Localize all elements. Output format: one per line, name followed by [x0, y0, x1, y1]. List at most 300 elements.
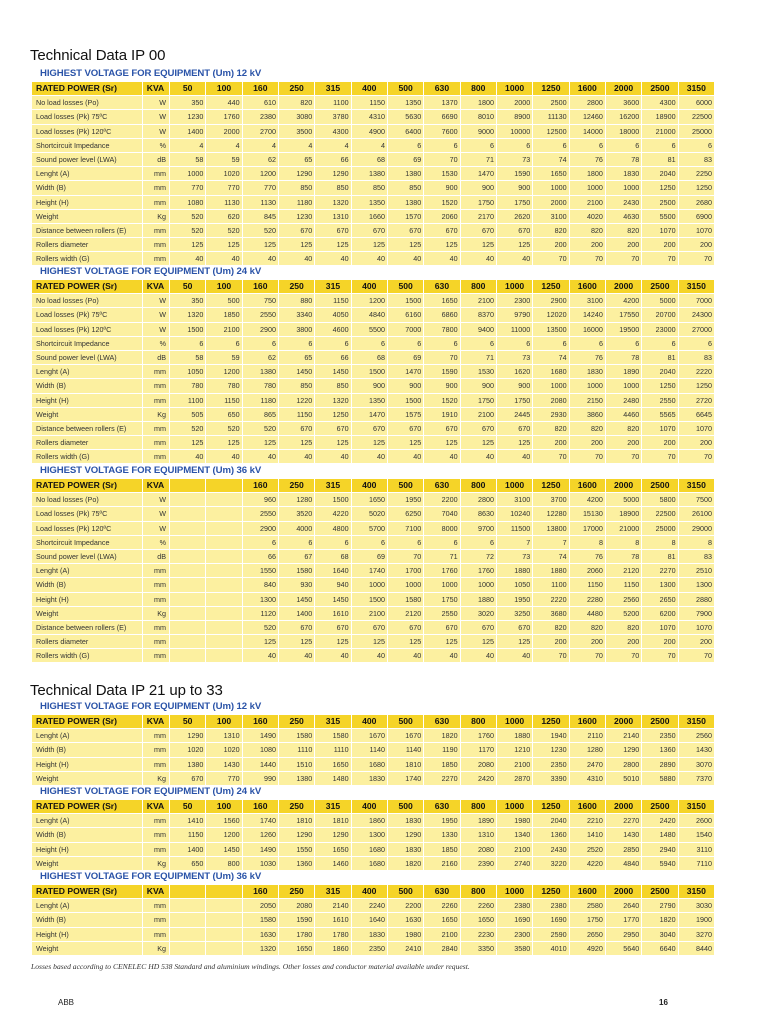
value-cell: 8: [570, 536, 605, 549]
value-cell: 670: [424, 224, 459, 237]
value-cell: 1500: [388, 294, 423, 307]
value-cell: 1370: [424, 96, 459, 109]
value-cell: 4200: [606, 294, 641, 307]
value-cell: 2100: [206, 323, 241, 336]
value-cell: 1360: [642, 743, 677, 756]
value-cell: 630: [424, 280, 459, 293]
value-cell: 2220: [533, 593, 568, 606]
value-cell: 58: [170, 351, 205, 364]
value-cell: 800: [206, 857, 241, 870]
row-unit: mm: [143, 224, 169, 237]
value-cell: 1750: [497, 394, 532, 407]
value-cell: [170, 607, 205, 620]
table-row: [32, 167, 714, 180]
value-cell: 125: [461, 238, 496, 251]
row-label: Lenght (A): [32, 899, 142, 912]
value-cell: 1820: [424, 729, 459, 742]
value-cell: 6160: [388, 308, 423, 321]
value-cell: 1030: [243, 857, 278, 870]
value-cell: 7: [497, 536, 532, 549]
row-unit: mm: [143, 758, 169, 771]
value-cell: 40: [315, 649, 350, 662]
value-cell: 125: [461, 436, 496, 449]
value-cell: 2140: [606, 729, 641, 742]
value-cell: 1760: [461, 564, 496, 577]
row-label: RATED POWER (Sr): [32, 800, 142, 813]
technical-data-table: [31, 81, 715, 266]
row-label: Load losses (Pk) 120ºC: [32, 323, 142, 336]
value-cell: 160: [243, 479, 278, 492]
row-unit: mm: [143, 450, 169, 463]
value-cell: 125: [352, 436, 387, 449]
value-cell: 125: [424, 436, 459, 449]
value-cell: 1130: [206, 196, 241, 209]
value-cell: 2410: [388, 942, 423, 955]
value-cell: 2350: [533, 758, 568, 771]
value-cell: 1660: [352, 210, 387, 223]
value-cell: 2100: [461, 294, 496, 307]
row-label: RATED POWER (Sr): [32, 82, 142, 95]
row-unit: dB: [143, 550, 169, 563]
row-label: No load losses (Po): [32, 493, 142, 506]
value-cell: 1000: [570, 379, 605, 392]
value-cell: 880: [279, 294, 314, 307]
voltage-heading: HIGHEST VOLTAGE FOR EQUIPMENT (Um) 12 kV: [40, 701, 262, 712]
value-cell: 2930: [533, 408, 568, 421]
value-cell: 70: [679, 649, 714, 662]
value-cell: 1000: [497, 885, 532, 898]
value-cell: 2350: [352, 942, 387, 955]
value-cell: 6900: [679, 210, 714, 223]
row-unit: mm: [143, 394, 169, 407]
row-unit: KVA: [143, 82, 169, 95]
value-cell: 9400: [461, 323, 496, 336]
value-cell: 1550: [279, 843, 314, 856]
value-cell: 1760: [461, 729, 496, 742]
value-cell: [206, 564, 241, 577]
value-cell: 71: [461, 153, 496, 166]
table-row: [32, 607, 714, 620]
value-cell: 2000: [606, 715, 641, 728]
value-cell: 1470: [388, 365, 423, 378]
value-cell: 2880: [679, 593, 714, 606]
value-cell: 21000: [642, 125, 677, 138]
value-cell: 2380: [533, 899, 568, 912]
value-cell: 1350: [388, 96, 423, 109]
value-cell: 66: [315, 153, 350, 166]
value-cell: 1380: [388, 196, 423, 209]
value-cell: 1950: [497, 593, 532, 606]
value-cell: 1250: [533, 280, 568, 293]
value-cell: 200: [642, 436, 677, 449]
value-cell: 8370: [461, 308, 496, 321]
value-cell: 3150: [679, 280, 714, 293]
value-cell: 40: [315, 252, 350, 265]
value-cell: 78: [606, 153, 641, 166]
value-cell: 1630: [388, 913, 423, 926]
row-unit: mm: [143, 635, 169, 648]
value-cell: 3150: [679, 82, 714, 95]
value-cell: 70: [642, 252, 677, 265]
value-cell: 3150: [679, 885, 714, 898]
value-cell: 125: [279, 436, 314, 449]
value-cell: [206, 942, 241, 955]
row-label: RATED POWER (Sr): [32, 280, 142, 293]
value-cell: 1380: [170, 758, 205, 771]
technical-data-table: [31, 799, 715, 871]
value-cell: 19500: [606, 323, 641, 336]
value-cell: 50: [170, 280, 205, 293]
row-unit: mm: [143, 621, 169, 634]
value-cell: 840: [243, 578, 278, 591]
value-cell: 3390: [533, 772, 568, 785]
value-cell: 1830: [606, 167, 641, 180]
value-cell: 4300: [642, 96, 677, 109]
value-cell: 1540: [679, 828, 714, 841]
row-label: Load losses (Pk) 75ºC: [32, 507, 142, 520]
row-unit: W: [143, 323, 169, 336]
row-label: Width (B): [32, 578, 142, 591]
table-row: [32, 928, 714, 941]
value-cell: 1580: [279, 729, 314, 742]
table-row: [32, 814, 714, 827]
value-cell: 200: [533, 238, 568, 251]
value-cell: 1180: [243, 394, 278, 407]
value-cell: 2260: [461, 899, 496, 912]
value-cell: 900: [461, 379, 496, 392]
value-cell: 1810: [388, 758, 423, 771]
row-label: Rollers width (G): [32, 252, 142, 265]
value-cell: 960: [243, 493, 278, 506]
value-cell: 5640: [606, 942, 641, 955]
row-label: Distance between rollers (E): [32, 224, 142, 237]
value-cell: 1640: [352, 913, 387, 926]
row-label: Lenght (A): [32, 167, 142, 180]
value-cell: 40: [388, 649, 423, 662]
value-cell: 3700: [533, 493, 568, 506]
row-unit: dB: [143, 153, 169, 166]
value-cell: 4000: [279, 522, 314, 535]
value-cell: 770: [206, 772, 241, 785]
value-cell: 315: [315, 885, 350, 898]
row-unit: W: [143, 125, 169, 138]
value-cell: 23000: [642, 323, 677, 336]
table-header-row: [32, 800, 714, 813]
value-cell: 2890: [642, 758, 677, 771]
value-cell: 865: [243, 408, 278, 421]
row-unit: mm: [143, 167, 169, 180]
value-cell: 2480: [606, 394, 641, 407]
value-cell: [206, 522, 241, 535]
value-cell: 3100: [497, 493, 532, 506]
table-row: [32, 110, 714, 123]
value-cell: 6: [570, 337, 605, 350]
value-cell: 17550: [606, 308, 641, 321]
value-cell: 1150: [352, 96, 387, 109]
value-cell: 2000: [206, 125, 241, 138]
value-cell: 1250: [533, 82, 568, 95]
voltage-heading: HIGHEST VOLTAGE FOR EQUIPMENT (Um) 24 kV: [40, 266, 262, 277]
value-cell: 1830: [352, 928, 387, 941]
value-cell: 2640: [606, 899, 641, 912]
row-label: No load losses (Po): [32, 96, 142, 109]
row-label: Load losses (Pk) 120ºC: [32, 522, 142, 535]
row-unit: mm: [143, 238, 169, 251]
value-cell: 7000: [679, 294, 714, 307]
value-cell: [206, 913, 241, 926]
value-cell: 1610: [315, 913, 350, 926]
value-cell: 1000: [497, 800, 532, 813]
value-cell: 400: [352, 280, 387, 293]
voltage-heading: HIGHEST VOLTAGE FOR EQUIPMENT (Um) 12 kV: [40, 68, 262, 79]
value-cell: 520: [170, 210, 205, 223]
value-cell: 1200: [206, 828, 241, 841]
value-cell: 2600: [679, 814, 714, 827]
value-cell: 1000: [352, 578, 387, 591]
value-cell: 6: [424, 337, 459, 350]
value-cell: 1230: [170, 110, 205, 123]
value-cell: 1650: [279, 942, 314, 955]
value-cell: 6: [279, 337, 314, 350]
value-cell: 40: [461, 252, 496, 265]
value-cell: 1290: [388, 828, 423, 841]
row-unit: KVA: [143, 280, 169, 293]
value-cell: 1580: [243, 913, 278, 926]
row-unit: mm: [143, 564, 169, 577]
table-row: [32, 522, 714, 535]
value-cell: 2220: [679, 365, 714, 378]
voltage-heading: HIGHEST VOLTAGE FOR EQUIPMENT (Um) 36 kV: [40, 465, 262, 476]
value-cell: 125: [388, 436, 423, 449]
value-cell: 6: [388, 139, 423, 152]
value-cell: 4: [279, 139, 314, 152]
value-cell: 1490: [243, 843, 278, 856]
value-cell: 9000: [461, 125, 496, 138]
value-cell: 40: [279, 649, 314, 662]
value-cell: 40: [243, 450, 278, 463]
value-cell: 6: [352, 337, 387, 350]
table-row: [32, 493, 714, 506]
table-header-row: [32, 280, 714, 293]
value-cell: 630: [424, 715, 459, 728]
value-cell: 12280: [533, 507, 568, 520]
value-cell: 850: [352, 181, 387, 194]
value-cell: 1320: [315, 196, 350, 209]
value-cell: 6200: [642, 607, 677, 620]
value-cell: 1610: [315, 607, 350, 620]
row-unit: W: [143, 110, 169, 123]
value-cell: 1150: [170, 828, 205, 841]
value-cell: 72: [461, 550, 496, 563]
value-cell: [206, 649, 241, 662]
value-cell: 40: [497, 649, 532, 662]
row-unit: W: [143, 522, 169, 535]
value-cell: 1110: [279, 743, 314, 756]
value-cell: 2470: [570, 758, 605, 771]
value-cell: 1000: [533, 181, 568, 194]
value-cell: 70: [606, 450, 641, 463]
value-cell: 2170: [461, 210, 496, 223]
value-cell: 670: [279, 621, 314, 634]
value-cell: 40: [461, 450, 496, 463]
value-cell: 81: [642, 550, 677, 563]
table-row: [32, 379, 714, 392]
value-cell: 800: [461, 715, 496, 728]
value-cell: 2390: [461, 857, 496, 870]
row-label: Lenght (A): [32, 814, 142, 827]
value-cell: 74: [533, 351, 568, 364]
value-cell: [206, 635, 241, 648]
value-cell: 70: [424, 351, 459, 364]
value-cell: 5880: [642, 772, 677, 785]
value-cell: 850: [388, 181, 423, 194]
row-label: Rollers diameter: [32, 238, 142, 251]
table-row: [32, 308, 714, 321]
value-cell: 71: [424, 550, 459, 563]
value-cell: 40: [497, 450, 532, 463]
value-cell: [170, 536, 205, 549]
value-cell: 1580: [279, 564, 314, 577]
value-cell: 2040: [642, 365, 677, 378]
row-label: Lenght (A): [32, 729, 142, 742]
value-cell: 200: [533, 436, 568, 449]
value-cell: 1500: [170, 323, 205, 336]
value-cell: 16200: [606, 110, 641, 123]
value-cell: 2280: [570, 593, 605, 606]
table-row: [32, 729, 714, 742]
value-cell: 315: [315, 479, 350, 492]
value-cell: 1850: [424, 843, 459, 856]
value-cell: 81: [642, 153, 677, 166]
row-label: RATED POWER (Sr): [32, 885, 142, 898]
value-cell: 4310: [570, 772, 605, 785]
row-label: RATED POWER (Sr): [32, 479, 142, 492]
value-cell: 62: [243, 351, 278, 364]
value-cell: 2100: [424, 928, 459, 941]
value-cell: 1980: [388, 928, 423, 941]
row-label: Lenght (A): [32, 365, 142, 378]
row-unit: mm: [143, 743, 169, 756]
value-cell: 1820: [388, 857, 423, 870]
value-cell: 900: [461, 181, 496, 194]
value-cell: 440: [206, 96, 241, 109]
value-cell: 1760: [424, 564, 459, 577]
value-cell: 2800: [461, 493, 496, 506]
value-cell: 7100: [388, 522, 423, 535]
value-cell: 1080: [243, 743, 278, 756]
value-cell: 2680: [679, 196, 714, 209]
row-label: Weight: [32, 607, 142, 620]
value-cell: 400: [352, 885, 387, 898]
value-cell: 1190: [424, 743, 459, 756]
value-cell: 125: [243, 635, 278, 648]
value-cell: 500: [388, 479, 423, 492]
row-label: Rollers width (G): [32, 450, 142, 463]
value-cell: 40: [497, 252, 532, 265]
value-cell: 350: [170, 96, 205, 109]
value-cell: 900: [352, 379, 387, 392]
value-cell: 1290: [606, 743, 641, 756]
table-row: [32, 564, 714, 577]
row-label: Width (B): [32, 828, 142, 841]
value-cell: 2080: [461, 758, 496, 771]
value-cell: 200: [679, 436, 714, 449]
value-cell: 1850: [206, 308, 241, 321]
row-unit: mm: [143, 828, 169, 841]
value-cell: 670: [352, 621, 387, 634]
value-cell: [206, 550, 241, 563]
value-cell: 1520: [424, 394, 459, 407]
value-cell: 820: [533, 422, 568, 435]
value-cell: 4840: [606, 857, 641, 870]
value-cell: 3150: [679, 715, 714, 728]
value-cell: [170, 635, 205, 648]
value-cell: 4920: [570, 942, 605, 955]
value-cell: 1140: [352, 743, 387, 756]
value-cell: 76: [570, 153, 605, 166]
value-cell: 9790: [497, 308, 532, 321]
value-cell: 1500: [352, 365, 387, 378]
value-cell: 1200: [206, 365, 241, 378]
value-cell: 1650: [533, 167, 568, 180]
row-unit: Kg: [143, 857, 169, 870]
value-cell: 1940: [533, 729, 568, 742]
value-cell: 6: [170, 337, 205, 350]
value-cell: 1910: [424, 408, 459, 421]
value-cell: 1000: [606, 181, 641, 194]
value-cell: 2650: [570, 928, 605, 941]
value-cell: 650: [206, 408, 241, 421]
value-cell: 1250: [533, 715, 568, 728]
value-cell: 315: [315, 715, 350, 728]
value-cell: 2110: [570, 729, 605, 742]
value-cell: 900: [388, 379, 423, 392]
value-cell: 2000: [606, 800, 641, 813]
value-cell: 2300: [497, 294, 532, 307]
value-cell: 1110: [315, 743, 350, 756]
value-cell: 5200: [606, 607, 641, 620]
row-unit: W: [143, 507, 169, 520]
value-cell: 520: [243, 621, 278, 634]
value-cell: 1740: [352, 564, 387, 577]
value-cell: 125: [424, 635, 459, 648]
table-row: [32, 224, 714, 237]
row-unit: W: [143, 493, 169, 506]
value-cell: 1650: [315, 758, 350, 771]
value-cell: 2500: [642, 196, 677, 209]
value-cell: 21000: [606, 522, 641, 535]
value-cell: 50: [170, 800, 205, 813]
value-cell: 1230: [279, 210, 314, 223]
value-cell: 670: [388, 224, 423, 237]
value-cell: 40: [388, 252, 423, 265]
value-cell: 6: [243, 536, 278, 549]
value-cell: 7110: [679, 857, 714, 870]
value-cell: 1430: [606, 828, 641, 841]
row-unit: %: [143, 536, 169, 549]
row-unit: mm: [143, 843, 169, 856]
value-cell: 770: [243, 181, 278, 194]
value-cell: 16000: [570, 323, 605, 336]
table-header-row: [32, 82, 714, 95]
value-cell: 1070: [679, 224, 714, 237]
value-cell: 780: [206, 379, 241, 392]
value-cell: 40: [424, 649, 459, 662]
value-cell: 1280: [570, 743, 605, 756]
value-cell: 1310: [206, 729, 241, 742]
value-cell: 250: [279, 280, 314, 293]
row-unit: KVA: [143, 885, 169, 898]
